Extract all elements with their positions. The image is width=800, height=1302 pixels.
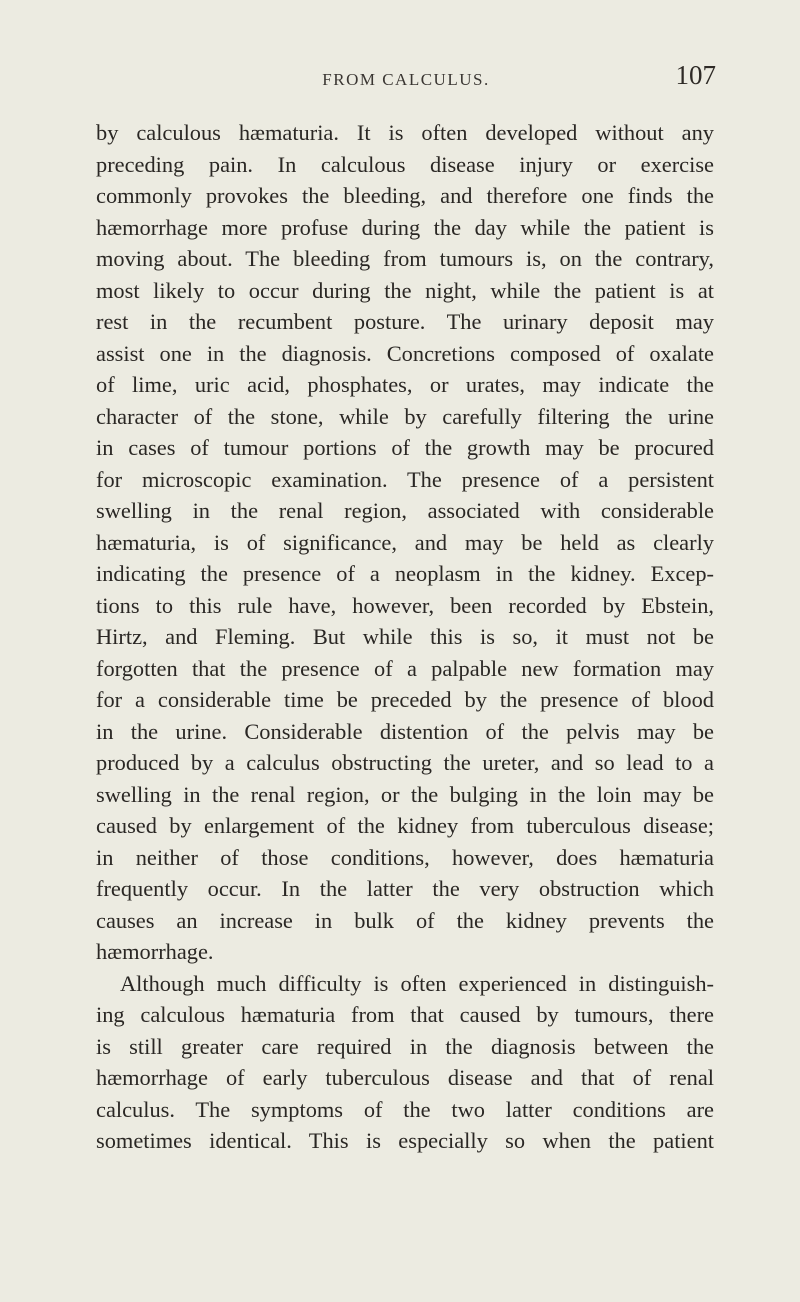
paragraph-1	[96, 117, 714, 968]
text-line: Hirtz, and Fleming. But while this is so, it must not be	[96, 624, 714, 649]
text-line: Although much difficulty is often experienced in distinguish-	[120, 970, 714, 996]
text-line: hæmorrhage of early tuberculous disease and that of renal	[96, 1065, 714, 1090]
running-title: FROM CALCULUS.	[322, 70, 490, 89]
text-line: moving about. The bleeding from tumours is, on the contrary,	[96, 246, 714, 271]
text-line: caused by enlargement of the kidney from tuberculous disease;	[96, 813, 714, 838]
text-line: by calculous hæmaturia. It is often developed without any	[96, 120, 714, 145]
text-line: swelling in the renal region, or the bulging in the loin may be	[96, 781, 714, 807]
text-line: forgotten that the presence of a palpable new formation may	[96, 655, 714, 681]
text-line: preceding pain. In calculous disease injury or exercise	[96, 151, 714, 177]
text-line: character of the stone, while by carefully filtering the urine	[96, 403, 714, 429]
text-line: calculus. The symptoms of the two latter conditions are	[96, 1096, 714, 1122]
text-line: of lime, uric acid, phosphates, or urates, may indicate the	[96, 372, 714, 397]
text-line: tions to this rule have, however, been recorded by Ebstein,	[96, 592, 714, 618]
paragraph-2	[96, 968, 714, 1157]
text-line: hæmorrhage.	[96, 939, 214, 964]
page-number: 107	[675, 60, 716, 90]
text-line: hæmaturia, is of significance, and may be held as clearly	[96, 529, 714, 555]
text-line: hæmorrhage more profuse during the day while the patient is	[96, 214, 714, 240]
running-head	[96, 62, 716, 102]
text-line: in neither of those conditions, however, does hæmaturia	[96, 844, 714, 870]
text-line: swelling in the renal region, associated with considerable	[96, 498, 714, 523]
text-line: rest in the recumbent posture. The urinary deposit may	[96, 309, 714, 334]
text-line: produced by a calculus obstructing the ureter, and so lead to a	[96, 750, 714, 775]
text-line: for a considerable time be preceded by the presence of blood	[96, 687, 714, 712]
text-line: causes an increase in bulk of the kidney prevents the	[96, 907, 714, 933]
text-line: in cases of tumour portions of the growth may be procured	[96, 435, 714, 460]
text-line: for microscopic examination. The presence of a persistent	[96, 466, 714, 492]
text-line: most likely to occur during the night, while the patient is at	[96, 277, 714, 303]
text-line: is still greater care required in the diagnosis between the	[96, 1033, 714, 1059]
text-line: indicating the presence of a neoplasm in the kidney. Excep-	[96, 561, 714, 586]
text-line: sometimes identical. This is especially so when the patient	[96, 1128, 714, 1153]
text-line: assist one in the diagnosis. Concretions composed of oxalate	[96, 340, 714, 366]
body-text	[96, 117, 714, 1157]
text-line: frequently occur. In the latter the very obstruction which	[96, 876, 714, 901]
text-line: ing calculous hæmaturia from that caused by tumours, there	[96, 1002, 714, 1027]
text-line: in the urine. Considerable distention of the pelvis may be	[96, 718, 714, 744]
text-line: commonly provokes the bleeding, and therefore one finds the	[96, 183, 714, 208]
